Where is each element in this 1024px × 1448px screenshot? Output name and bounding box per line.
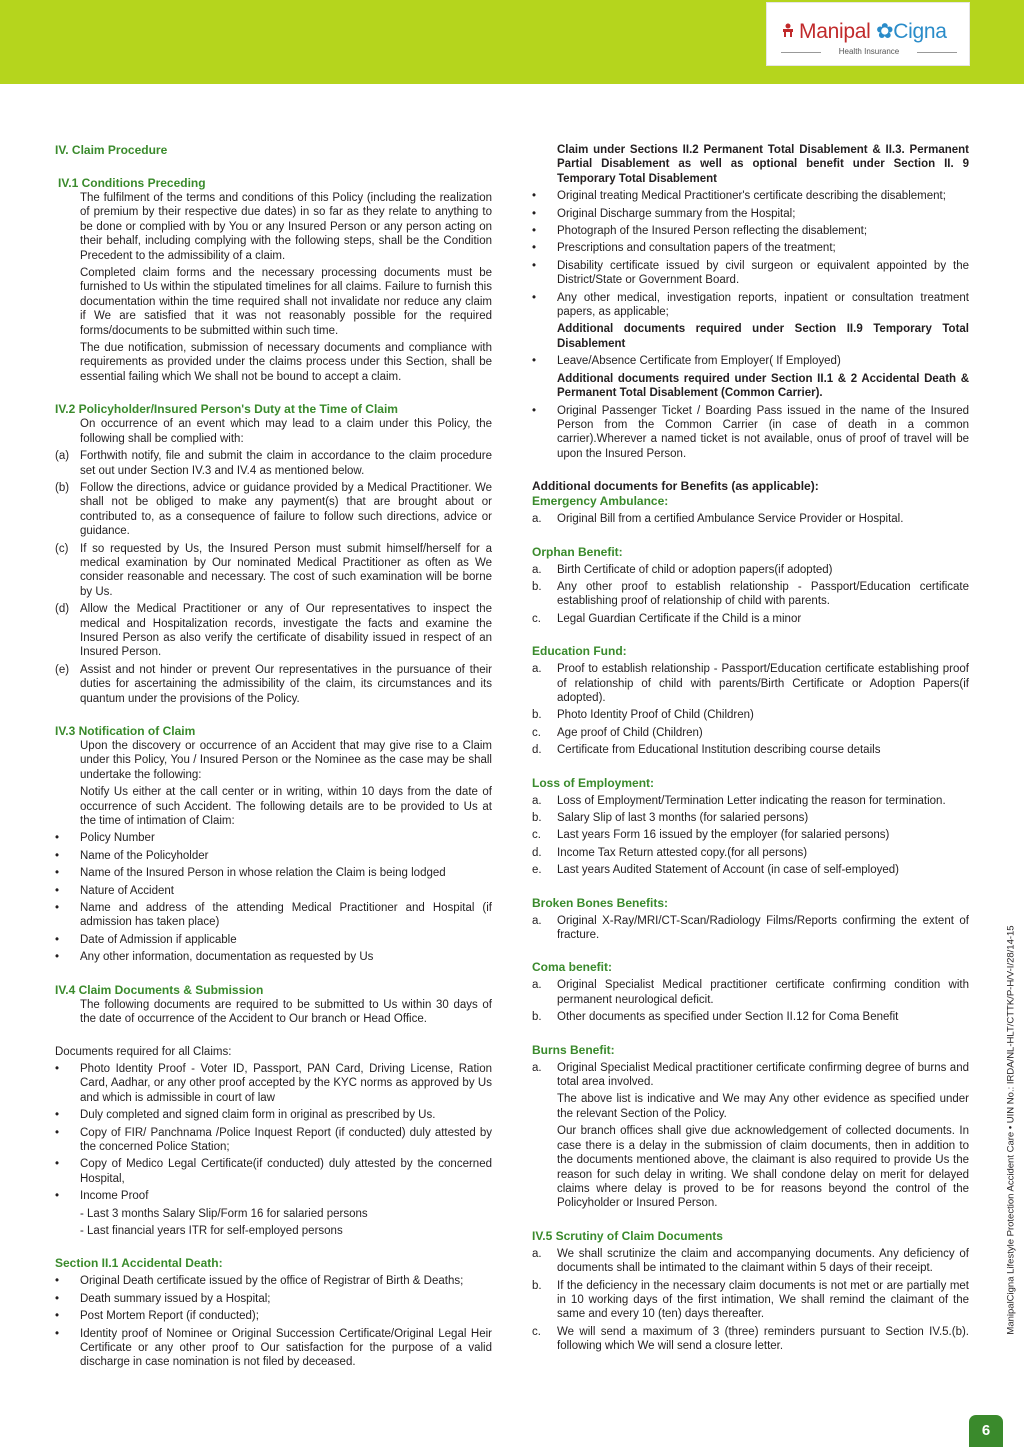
duty-list — [55, 449, 492, 706]
bold-heading: Additional documents required under Section II.1 & 2 Accidental Death & Permanent Total Disablement (Common Carrier). — [557, 372, 969, 400]
list-item — [55, 884, 492, 898]
list-item-text: Copy of Medico Legal Certificate(if conducted) duly attested by the concerned Hospital, — [80, 1158, 492, 1185]
logo-figure-icon — [781, 23, 795, 37]
list-item-text: Income Tax Return attested copy.(for all persons) — [557, 846, 808, 859]
lettered-list — [532, 1061, 969, 1090]
list-item — [532, 189, 969, 203]
lettered-list — [532, 794, 969, 878]
list-marker: • — [532, 242, 537, 255]
list-marker: b. — [532, 1279, 542, 1292]
list-item — [55, 663, 492, 706]
list-marker: • — [55, 1109, 60, 1122]
list-item-text: Leave/Absence Certificate from Employer( If Employed) — [557, 355, 841, 368]
list-item — [55, 901, 492, 930]
list-marker: • — [55, 902, 60, 915]
list-item-text: If the deficiency in the necessary claim documents is not met or are partially met in 10 working days of the first intimation, We shall remind the claimant of the same and every 10 (ten) days thereafter. — [557, 1279, 969, 1321]
list-item-text: Photo Identity Proof of Child (Children) — [557, 709, 754, 722]
list-item — [55, 933, 492, 947]
list-item-text: Death summary issued by a Hospital; — [80, 1292, 271, 1305]
list-item — [532, 708, 969, 722]
benefit-title: Orphan Benefit: — [532, 544, 623, 559]
list-item — [532, 743, 969, 757]
list-item-text: Original Specialist Medical practitioner certificate confirming degree of burns and total area involved. — [557, 1061, 969, 1089]
bold-heading: Additional documents required under Section II.9 Temporary Total Disablement — [557, 323, 969, 350]
list-item-text: Original Discharge summary from the Hospital; — [557, 207, 796, 220]
subsection-title: IV.3 Notification of Claim — [55, 724, 196, 738]
subsection-title: IV.1 Conditions Preceding — [58, 176, 206, 190]
list-item — [532, 1247, 969, 1276]
list-item-text: Policy Number — [80, 832, 155, 845]
list-item-text: Salary Slip of last 3 months (for salaried persons) — [557, 812, 809, 824]
paragraph: Notify Us either at the call center or in writing, within 10 days from the date of occurrence of such Accident. The following details are to be provided to Us at the time of intimation of Claim: — [80, 786, 492, 828]
list-marker: • — [532, 259, 537, 272]
list-marker: d. — [532, 846, 542, 859]
list-item — [55, 1062, 492, 1105]
bullet-list — [55, 1274, 492, 1369]
subsection-title: IV.2 Policyholder/Insured Person's Duty at the Time of Claim — [55, 402, 398, 417]
list-item — [532, 291, 969, 320]
list-marker: a. — [532, 513, 542, 526]
manipal-cigna-logo — [766, 2, 970, 66]
list-marker: a. — [532, 663, 542, 676]
list-marker: a. — [532, 794, 542, 807]
list-item — [55, 481, 492, 539]
list-marker: a. — [532, 1061, 542, 1074]
list-marker: • — [55, 1126, 60, 1139]
bullet-list — [55, 831, 492, 964]
paragraph: The fulfilment of the terms and conditions of this Policy (including the realization of premium by their respective due dates) in so far as they relate to anything to be done or complied with by You or any Insured Person or any person acting on their behalf, including complying with the following steps, shall be the Condition Precedent to the admissibility of a claim. — [80, 192, 492, 262]
list-item — [55, 1274, 492, 1288]
list-item — [55, 866, 492, 880]
list-item — [532, 1010, 969, 1024]
list-item-text: Original X-Ray/MRI/CT-Scan/Radiology Films/Reports confirming the extent of fracture. — [557, 914, 969, 942]
list-item — [55, 950, 492, 964]
list-item-text: Forthwith notify, file and submit the claim in accordance to the claim procedure set out under Section IV.3 and IV.4 as mentioned below. — [80, 450, 492, 477]
docs-heading: Documents required for all Claims: — [55, 1045, 232, 1058]
bullet-list — [532, 189, 969, 319]
list-item — [532, 978, 969, 1007]
list-item-text: Last years Audited Statement of Account (in case of self-employed) — [557, 864, 899, 877]
subsection-title: IV.4 Claim Documents & Submission — [55, 982, 264, 997]
list-item — [532, 563, 969, 577]
bullet-list — [532, 354, 969, 368]
list-marker: • — [55, 1327, 60, 1340]
list-item-text: Original Death certificate issued by the office of Registrar of Birth & Deaths; — [80, 1275, 464, 1288]
list-marker: a. — [532, 563, 542, 576]
list-marker: c. — [532, 726, 541, 739]
list-marker: • — [532, 355, 537, 368]
list-marker: (e) — [55, 663, 70, 676]
list-item — [532, 580, 969, 609]
paragraph: Completed claim forms and the necessary processing documents must be furnished to Us within the stipulated timelines for all claims. Failure to furnish this documentation within the time required shall not invalidate nor reduce any claim if We are satisfied that it was not reasonably possible for the required forms/documents to be submitted within such time. — [80, 267, 492, 337]
list-item — [55, 1309, 492, 1323]
list-item — [532, 726, 969, 740]
list-item-text: Name of the Policyholder — [80, 849, 209, 862]
list-item — [532, 1279, 969, 1322]
list-item — [532, 207, 969, 221]
list-item-text: Assist and not hinder or prevent Our representatives in the pursuance of their duties for ascertaining the admissibility of the claim, its circumstances and its quantum under the provisions of the Policy. — [80, 663, 492, 705]
list-item — [532, 404, 969, 462]
list-item — [532, 241, 969, 255]
paragraph: The due notification, submission of necessary documents and compliance with requirements as provided under the claims process under this Section, shall be essential failing which We shall not be bound to accept a claim. — [80, 342, 492, 383]
list-item-text: Any other proof to establish relationship - Passport/Education certificate establishing proof of relationship of child with parents. — [557, 580, 969, 608]
sub-item: - Last 3 months Salary Slip/Form 16 for salaried persons — [80, 1207, 368, 1220]
list-item — [532, 1061, 969, 1090]
bullet-list — [532, 404, 969, 462]
paragraph: The above list is indicative and We may Any other evidence as specified under the relevant Section of the Policy. — [557, 1093, 969, 1120]
list-item — [55, 831, 492, 845]
paragraph: Upon the discovery or occurrence of an Accident that may give rise to a Claim under this Policy, You / Insured Person or the Nominee as the case may be shall undertake the following: — [80, 740, 492, 781]
list-item-text: We shall scrutinize the claim and accompanying documents. Any deficiency of documents shall be intimated to the claimant within 5 days of their receipt. — [557, 1247, 969, 1275]
subsection-title: Section II.1 Accidental Death: — [55, 1256, 223, 1271]
list-item — [532, 259, 969, 288]
list-marker: b. — [532, 1011, 542, 1024]
list-item-text: Other documents as specified under Section II.12 for Coma Benefit — [557, 1011, 899, 1024]
page-number: 6 — [969, 1415, 1003, 1447]
list-marker: b. — [532, 709, 542, 722]
lettered-list — [532, 512, 969, 526]
list-item-text: Prescriptions and consultation papers of the treatment; — [557, 242, 836, 255]
lettered-list — [532, 563, 969, 627]
list-item — [532, 1325, 969, 1354]
list-marker: • — [532, 207, 537, 220]
subsection-title: IV.5 Scrutiny of Claim Documents — [532, 1228, 723, 1243]
list-item — [532, 828, 969, 842]
lettered-list — [532, 662, 969, 757]
list-marker: • — [55, 1158, 60, 1171]
list-item-text: We will send a maximum of 3 (three) reminders pursuant to Section IV.5.(b). following which We will send a closure letter. — [557, 1325, 969, 1353]
list-item-text: Last years Form 16 issued by the employer (for salaried persons) — [557, 829, 890, 842]
list-item-text: Legal Guardian Certificate if the Child is a minor — [557, 612, 802, 625]
list-marker: • — [55, 933, 60, 946]
list-marker: b. — [532, 812, 542, 824]
list-marker: c. — [532, 829, 541, 842]
list-item-text: Disability certificate issued by civil surgeon or equivalent appointed by the District/State or Government Board. — [557, 259, 969, 287]
list-item — [55, 1327, 492, 1370]
list-item-text: Original Specialist Medical practitioner certificate confirming condition with permanent neurological deficit. — [557, 979, 969, 1006]
list-item-text: Original Passenger Ticket / Boarding Pass issued in the name of the Insured Person from the Common Carrier (in case of death in a common carrier).Wherever a named ticket is not available, onus of proof of travel will be upon the Insured Person. — [557, 404, 969, 460]
benefit-title: Emergency Ambulance: — [532, 494, 669, 509]
list-item-text: Original Bill from a certified Ambulance Service Provider or Hospital. — [557, 513, 904, 526]
list-item — [532, 811, 969, 825]
list-item-text: Income Proof — [80, 1190, 149, 1203]
list-item — [532, 612, 969, 626]
list-item-text: Age proof of Child (Children) — [557, 726, 703, 739]
list-item-text: Post Mortem Report (if conducted); — [80, 1310, 259, 1323]
list-marker: d. — [532, 744, 542, 757]
paragraph: Our branch offices shall give due acknowledgement of collected documents. In case there is a delay in the submission of claim documents, then in addition to the documents mentioned above, the claimant is also required to provide Us the reason for such delay in writing. We shall condone delay on merit for delayed claims where delay is proved to be for reasons beyond the control of the Policyholder or Insured Person. — [557, 1125, 969, 1210]
lettered-list — [532, 978, 969, 1024]
list-marker: • — [55, 884, 60, 897]
side-uin-text: ManipalCigna Lifestyle Protection Accident Care • UIN No.: IRDA/NL-HLT/CTTK/P-H/V-I/28/14-15 — [1005, 925, 1017, 1335]
list-item-text: Follow the directions, advice or guidance provided by a Medical Practitioner. We shall not be obliged to make any payment(s) that are brought about or contributed to, as a consequence of failure to follow such directions, advice or guidance. — [80, 481, 492, 538]
list-item — [532, 846, 969, 860]
list-marker: • — [55, 1292, 60, 1305]
list-item-text: If so requested by Us, the Insured Person must submit himself/herself for a medical examination by Our nominated Medical Practitioner as often as We consider reasonable and necessary. The cost of such examination will be borne by Us. — [80, 542, 492, 598]
list-marker: • — [532, 291, 537, 304]
list-item-text: Duly completed and signed claim form in original as prescribed by Us. — [80, 1109, 436, 1122]
benefit-title: Burns Benefit: — [532, 1042, 615, 1057]
benefit-title: Loss of Employment: — [532, 775, 655, 790]
list-item-text: Name of the Insured Person in whose relation the Claim is being lodged — [80, 867, 446, 880]
list-item — [55, 602, 492, 660]
list-marker: c. — [532, 612, 541, 625]
list-item — [55, 849, 492, 863]
list-item-text: Any other information, documentation as requested by Us — [80, 951, 374, 964]
list-item — [532, 794, 969, 808]
list-marker: a. — [532, 979, 542, 992]
list-item — [55, 1189, 492, 1203]
sub-item: - Last financial years ITR for self-employed persons — [80, 1224, 343, 1237]
list-item-text: Loss of Employment/Termination Letter indicating the reason for termination. — [557, 794, 946, 807]
list-marker: • — [55, 1275, 60, 1288]
bold-heading: Claim under Sections II.2 Permanent Total Disablement & II.3. Permanent Partial Disablement as well as optional benefit under Section II. 9 Temporary Total Disablement — [557, 144, 969, 185]
benefits-heading: Additional documents for Benefits (as applicable): — [532, 479, 819, 494]
list-marker: a. — [532, 914, 542, 927]
list-marker: (c) — [55, 542, 69, 555]
list-marker: (a) — [55, 450, 70, 463]
list-item — [532, 863, 969, 877]
list-marker: • — [55, 951, 60, 964]
list-item — [532, 914, 969, 943]
list-item — [55, 1292, 492, 1306]
list-marker: (d) — [55, 603, 70, 616]
bullet-list — [55, 1062, 492, 1204]
list-marker: • — [55, 1190, 60, 1203]
list-item — [55, 1126, 492, 1155]
list-item-text: Photo Identity Proof - Voter ID, Passport, PAN Card, Driving License, Ration Card, Aadhar, or any other proof accepted by the KYC norms as approved by Us and which is admissible in court of law — [80, 1062, 492, 1104]
list-marker: • — [55, 1062, 60, 1075]
list-item-text: Nature of Accident — [80, 884, 174, 897]
list-item — [55, 1108, 492, 1122]
list-item — [532, 512, 969, 526]
list-item — [532, 354, 969, 368]
list-marker: • — [55, 867, 60, 880]
logo-wordmark: Manipal ✿Cigna — [799, 20, 947, 43]
paragraph: The following documents are required to be submitted to Us within 30 days of the date of occurrence of the Accident to Our branch or Head Office. — [80, 998, 492, 1026]
list-marker: • — [532, 190, 537, 203]
list-item-text: Copy of FIR/ Panchnama /Police Inquest Report (if conducted) duly attested by the concerned Police Station; — [80, 1126, 492, 1153]
list-marker: a. — [532, 1247, 542, 1260]
logo-subtitle: Health Insurance — [781, 47, 957, 56]
list-item-text: Allow the Medical Practitioner or any of Our representatives to inspect the medical and Hospitalization records, investigate the facts and examine the Insured Person as also verify the certificate of disability issued in respect of an Insured Person. — [80, 603, 492, 659]
list-marker: • — [55, 1310, 60, 1323]
list-item-text: Date of Admission if applicable — [80, 933, 237, 946]
list-item-text: Certificate from Educational Institution describing course details — [557, 744, 881, 757]
list-marker: • — [55, 832, 60, 845]
list-item-text: Identity proof of Nominee or Original Succession Certificate/Original Legal Heir Certificate or any other proof to Our satisfaction for the purpose of a valid discharge in case nomination is not filed by deceased. — [80, 1327, 492, 1369]
list-marker: c. — [532, 1325, 541, 1338]
list-item — [55, 1157, 492, 1186]
paragraph: On occurrence of an event which may lead to a claim under this Policy, the following shall be complied with: — [80, 418, 492, 445]
lettered-list — [532, 914, 969, 943]
list-item-text: Name and address of the attending Medical Practitioner and Hospital (if admission has taken place) — [80, 902, 492, 929]
benefit-title: Broken Bones Benefits: — [532, 895, 669, 910]
lettered-list — [532, 1247, 969, 1354]
list-item-text: Any other medical, investigation reports, inpatient or consultation treatment papers, as applicable; — [557, 291, 969, 319]
right-column — [532, 143, 969, 1354]
benefit-title: Education Fund: — [532, 644, 627, 659]
list-item — [55, 542, 492, 600]
list-marker: e. — [532, 864, 542, 877]
list-item-text: Birth Certificate of child or adoption papers(if adopted) — [557, 563, 833, 576]
list-item-text: Original treating Medical Practitioner's certificate describing the disablement; — [557, 190, 946, 203]
list-marker: • — [532, 225, 537, 238]
list-marker: (b) — [55, 481, 70, 494]
list-marker: • — [55, 849, 60, 862]
list-marker: b. — [532, 580, 542, 593]
list-item — [532, 224, 969, 238]
header-bar — [0, 0, 1024, 84]
benefit-title: Coma benefit: — [532, 960, 613, 975]
section-title: IV. Claim Procedure — [55, 143, 168, 157]
list-item-text: Photograph of the Insured Person reflecting the disablement; — [557, 225, 868, 238]
left-column — [55, 143, 492, 1370]
list-marker: • — [532, 404, 537, 417]
list-item-text: Proof to establish relationship - Passport/Education certificate establishing proof of relationship of child with parents/Birth Certificate or Adoption Papers(if adopted). — [557, 663, 969, 704]
list-item — [55, 449, 492, 478]
list-item — [532, 662, 969, 705]
